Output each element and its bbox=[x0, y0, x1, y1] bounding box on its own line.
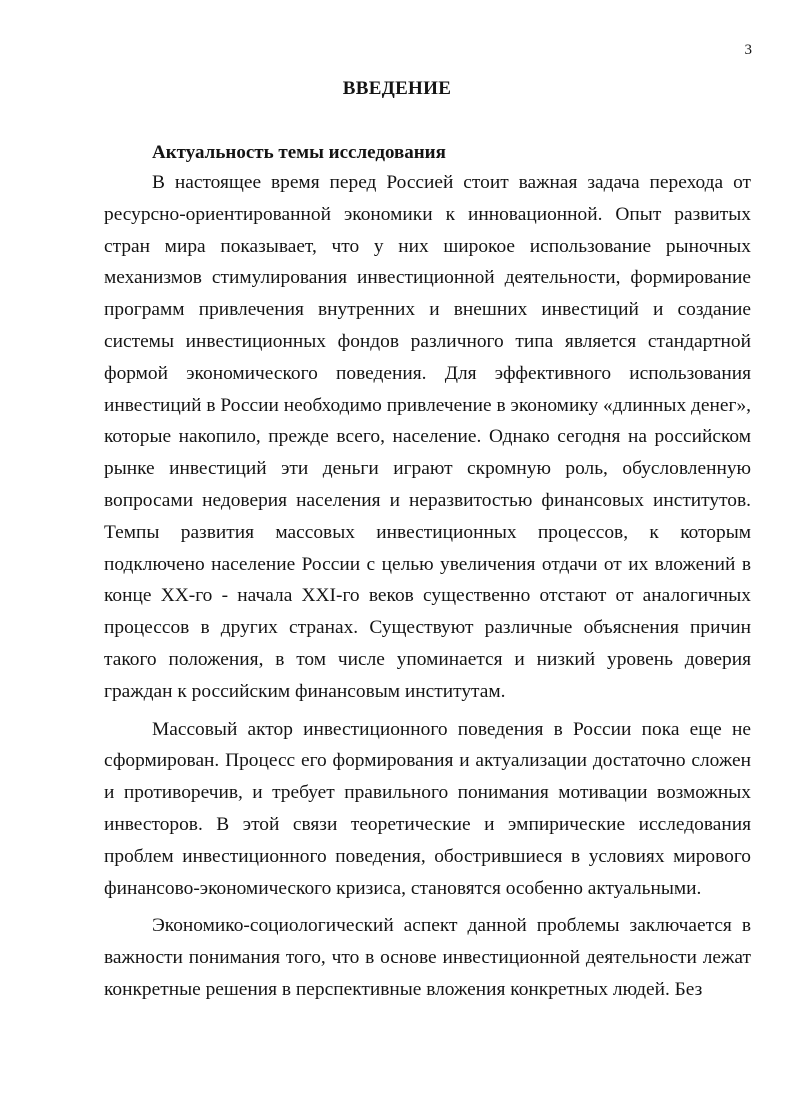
paragraph-2: Массовый актор инвестиционного поведения в России пока еще не сформирован. Процесс его формирования и актуализации достаточно сложен и противоречив, и требует правильного понимания мотивации возможных инвесторов. В этой связи теоретические и эмпирические исследования проблем инвестиционного поведения, обострившиеся в условиях мирового финансово-экономического кризиса, становятся особенно актуальными. bbox=[104, 718, 751, 899]
paragraph-3: Экономико-социологический аспект данной проблемы заключается в важности понимания того, что в основе инвестиционной деятельности лежат конкретные решения в перспективные вложения конкретных людей. Без bbox=[104, 915, 751, 1000]
body-text bbox=[104, 167, 751, 1006]
section-title: Актуальность темы исследования bbox=[152, 142, 446, 163]
paragraph-1: В настоящее время перед Россией стоит важная задача перехода от ресурсно-ориентированной экономики к инновационной. Опыт развитых стран мира показывает, что у них широкое использование рыночных механизмов стимулирования инвестиционной деятельности, формирование программ привлечения внутренних и внешних инвестиций и создание системы инвестиционных фондов различного типа является стандартной формой экономического поведения. Для эффективного использования инвестиций в России необходимо привлечение в экономику «длинных денег», которые накопило, прежде всего, население. Однако сегодня на российском рынке инвестиций эти деньги играют скромную роль, обусловленную вопросами недоверия населения и неразвитостью финансовых институтов. Темпы развития массовых инвестиционных процессов, к которым подключено население России с целью увеличения отдачи от их вложений в конце XX-го - начала XXI-го веков существенно отстают от аналогичных процессов в других странах. Существуют различные объяснения причин такого положения, в том числе упоминается и низкий уровень доверия граждан к российским финансовым институтам. bbox=[104, 172, 751, 702]
page-number: 3 bbox=[744, 42, 752, 58]
page-title: ВВЕДЕНИЕ bbox=[342, 78, 452, 99]
